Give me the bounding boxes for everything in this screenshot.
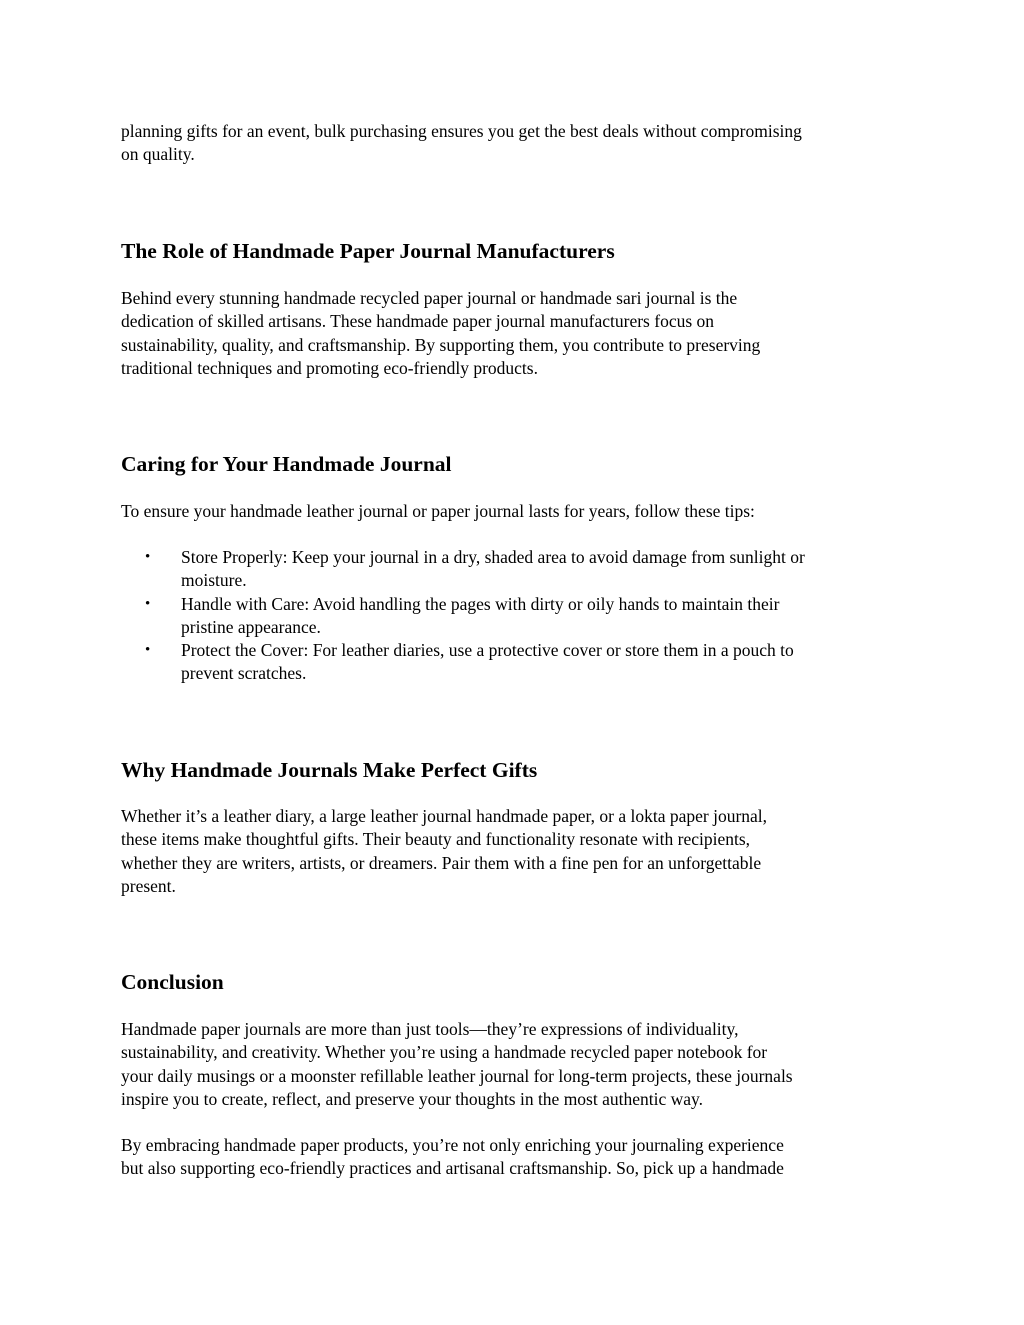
- text-line: sustainability, and creativity. Whether you’re using a handmade recycled paper notebook for: [121, 1042, 768, 1063]
- caring-intro-paragraph: [121, 500, 911, 523]
- text-line: Store Properly: Keep your journal in a dry, shaded area to avoid damage from sunlight or: [181, 547, 805, 567]
- manufacturers-paragraph: [121, 287, 911, 380]
- text-line: Whether it’s a leather diary, a large leather journal handmade paper, or a lokta paper journal,: [121, 806, 768, 826]
- section-heading-manufacturers: The Role of Handmade Paper Journal Manufacturers: [121, 239, 615, 263]
- text-line: traditional techniques and promoting eco-friendly products.: [121, 357, 538, 378]
- text-line: To ensure your handmade leather journal or paper journal lasts for years, follow these tips:: [121, 501, 755, 521]
- gifts-paragraph: [121, 805, 911, 898]
- list-item: [121, 546, 911, 593]
- bullet-icon: •: [145, 642, 151, 659]
- care-tips-list: [121, 546, 911, 686]
- section-heading-conclusion: Conclusion: [121, 970, 224, 994]
- conclusion-paragraph-1: [121, 1018, 911, 1111]
- intro-paragraph: [121, 120, 911, 167]
- text-line: Handle with Care: Avoid handling the pages with dirty or oily hands to maintain their: [181, 593, 780, 614]
- text-line: Protect the Cover: For leather diaries, use a protective cover or store them in a pouch to: [181, 640, 794, 661]
- text-line: planning gifts for an event, bulk purchasing ensures you get the best deals without compromising: [121, 121, 802, 141]
- text-line: present.: [121, 875, 176, 896]
- text-line: on quality.: [121, 144, 195, 165]
- text-line: sustainability, quality, and craftsmanship. By supporting them, you contribute to preserving: [121, 334, 761, 355]
- section-heading-gifts: Why Handmade Journals Make Perfect Gifts: [121, 758, 538, 782]
- text-line: Behind every stunning handmade recycled paper journal or handmade sari journal is the: [121, 288, 738, 308]
- text-line: but also supporting eco-friendly practices and artisanal craftsmanship. So, pick up a handmade: [121, 1158, 784, 1179]
- list-item: [121, 639, 911, 686]
- section-heading-caring: Caring for Your Handmade Journal: [121, 452, 452, 476]
- text-line: moisture.: [181, 570, 247, 591]
- list-item: [121, 593, 911, 640]
- text-line: By embracing handmade paper products, you’re not only enriching your journaling experience: [121, 1135, 784, 1155]
- text-line: inspire you to create, reflect, and preserve your thoughts in the most authentic way.: [121, 1088, 704, 1109]
- text-line: Handmade paper journals are more than just tools—they’re expressions of individuality,: [121, 1019, 739, 1039]
- conclusion-paragraph-2: [121, 1134, 911, 1181]
- text-line: pristine appearance.: [181, 616, 321, 637]
- text-line: whether they are writers, artists, or dreamers. Pair them with a fine pen for an unforgettable: [121, 852, 762, 873]
- text-line: dedication of skilled artisans. These handmade paper journal manufacturers focus on: [121, 311, 715, 332]
- text-line: prevent scratches.: [181, 663, 307, 684]
- text-line: these items make thoughtful gifts. Their beauty and functionality resonate with recipients,: [121, 829, 751, 850]
- bullet-icon: •: [145, 549, 151, 565]
- bullet-icon: •: [145, 595, 151, 612]
- text-line: your daily musings or a moonster refillable leather journal for long-term projects, these journals: [121, 1065, 793, 1086]
